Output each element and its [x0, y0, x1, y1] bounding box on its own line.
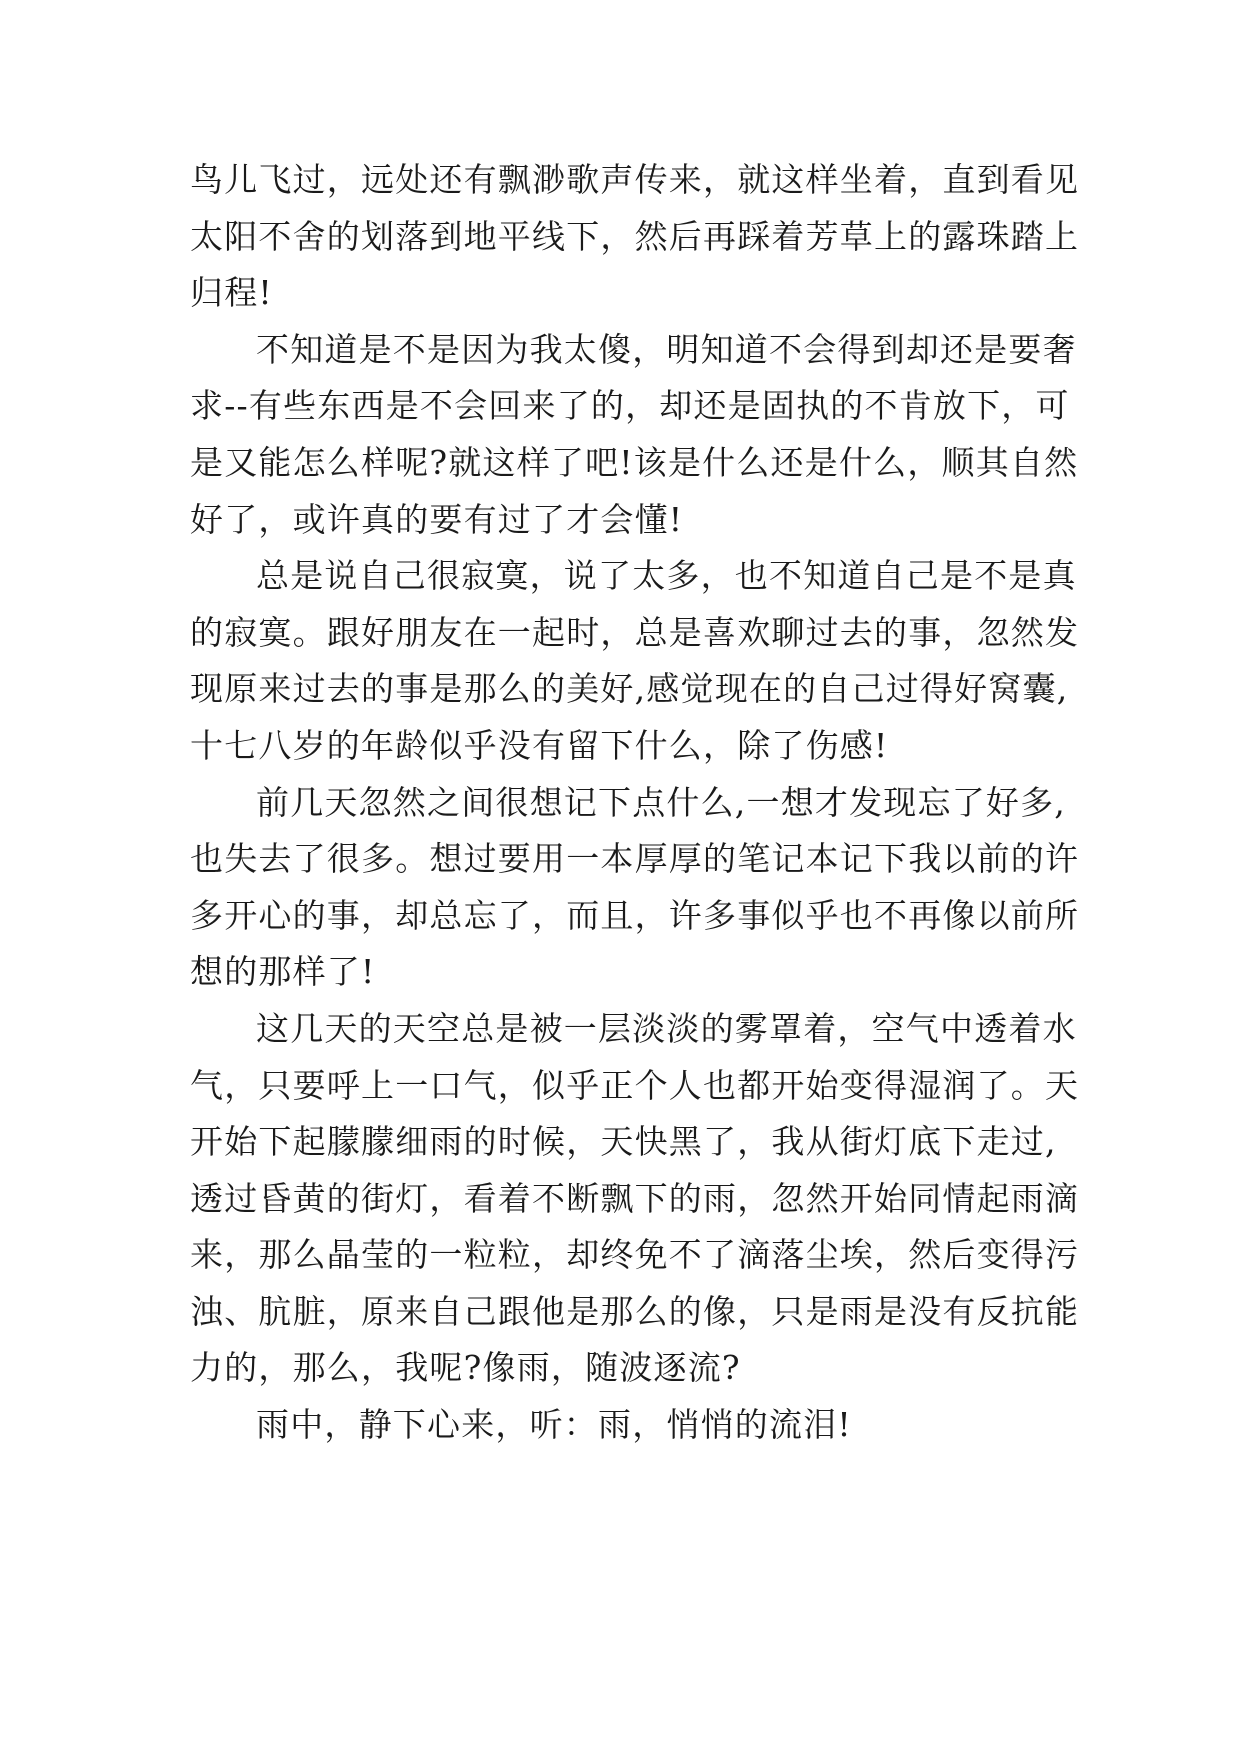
text-line: 不知道是不是因为我太傻，明知道不会得到却还是要奢 — [256, 329, 1077, 369]
text-line: 雨中，静下心来，听：雨，悄悄的流泪! — [256, 1405, 852, 1445]
text-line: 多开心的事，却总忘了，而且，许多事似乎也不再像以前所 — [190, 895, 1080, 935]
text-line: 透过昏黄的街灯，看着不断飘下的雨，忽然开始同情起雨滴 — [190, 1178, 1080, 1218]
text-line: 这几天的天空总是被一层淡淡的雾罩着，空气中透着水 — [256, 1008, 1077, 1048]
text-line: 总是说自己很寂寞，说了太多，也不知道自己是不是真 — [256, 556, 1077, 596]
text-line: 归程! — [190, 273, 273, 313]
text-line: 太阳不舍的划落到地平线下，然后再踩着芳草上的露珠踏上 — [190, 216, 1080, 256]
text-line: 十七八岁的年龄似乎没有留下什么，除了伤感! — [190, 725, 889, 765]
text-line: 浊、肮脏，原来自己跟他是那么的像，只是雨是没有反抗能 — [190, 1291, 1080, 1331]
document-body — [190, 152, 1080, 1454]
text-line: 想的那样了! — [190, 952, 376, 992]
text-line: 鸟儿飞过，远处还有飘渺歌声传来，就这样坐着，直到看见 — [190, 160, 1080, 199]
text-line: 气，只要呼上一口气，似乎正个人也都开始变得湿润了。天 — [190, 1065, 1080, 1105]
text-line: 前几天忽然之间很想记下点什么,一想才发现忘了好多, — [256, 782, 1066, 822]
text-line: 是又能怎么样呢?就这样了吧!该是什么还是什么，顺其自然 — [190, 442, 1079, 482]
text-line: 现原来过去的事是那么的美好,感觉现在的自己过得好窝囊, — [190, 669, 1069, 709]
text-line: 求--有些东西是不会回来了的，却还是固执的不肯放下，可 — [190, 386, 1070, 426]
text-line: 也失去了很多。想过要用一本厚厚的笔记本记下我以前的许 — [190, 839, 1080, 879]
text-line: 的寂寞。跟好朋友在一起时，总是喜欢聊过去的事，忽然发 — [190, 612, 1080, 652]
text-line: 力的，那么，我呢?像雨，随波逐流? — [190, 1348, 741, 1388]
text-line: 好了，或许真的要有过了才会懂! — [190, 499, 684, 539]
text-line: 来，那么晶莹的一粒粒，却终免不了滴落尘埃，然后变得污 — [190, 1235, 1080, 1275]
text-line: 开始下起朦朦细雨的时候，天快黑了，我从街灯底下走过, — [190, 1122, 1057, 1162]
